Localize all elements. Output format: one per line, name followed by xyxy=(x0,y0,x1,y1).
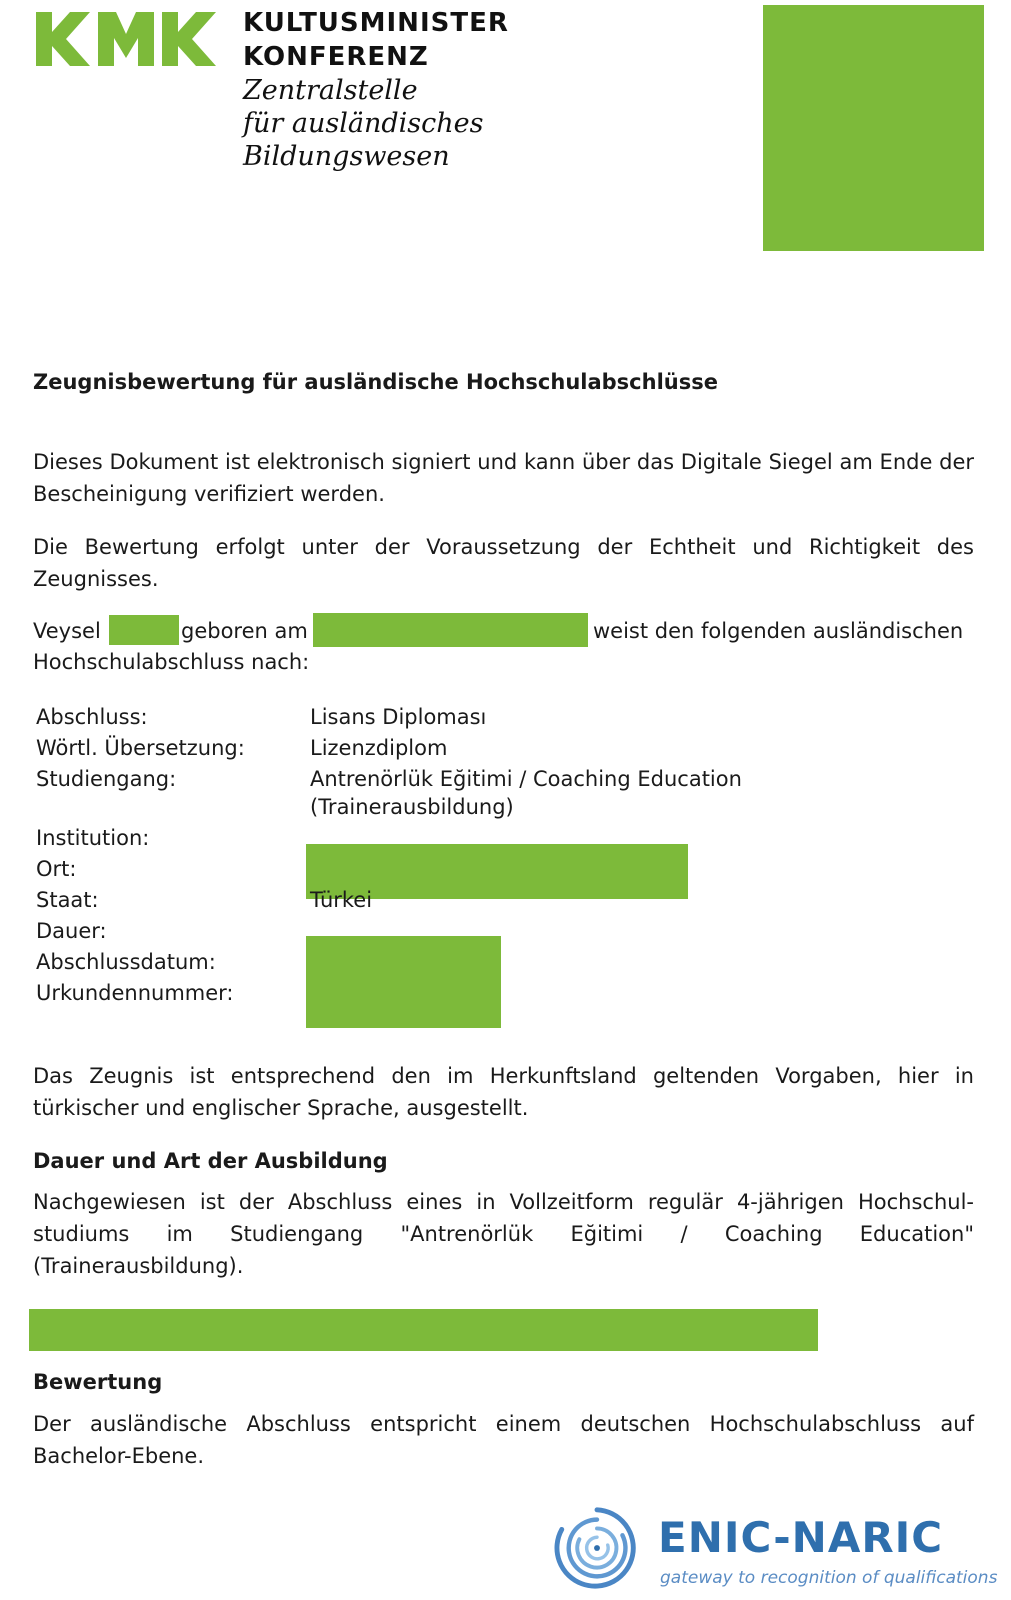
org-line-1: KULTUSMINISTER xyxy=(243,8,509,38)
institution-label: Institution: xyxy=(36,826,150,850)
section-bewertung-heading: Bewertung xyxy=(33,1370,163,1394)
uebersetzung-label: Wörtl. Übersetzung: xyxy=(36,736,245,760)
person-first-name: Veysel xyxy=(33,619,101,643)
enic-naric-title: ENIC-NARIC xyxy=(658,1513,944,1562)
intro-paragraph-1: Dieses Dokument ist elektronisch signiert und kann über das Digitale Siegel am Ende der Bescheinigung verifiziert werden. xyxy=(33,450,974,506)
staat-value: Türkei xyxy=(310,888,373,912)
document-title: Zeugnisbewertung für ausländische Hochschulabschlüsse xyxy=(33,370,718,394)
urkundennummer-label: Urkundennummer: xyxy=(36,981,234,1005)
enic-naric-logo-icon xyxy=(548,1502,646,1594)
enic-naric-subtitle: gateway to recognition of qualifications xyxy=(660,1568,998,1588)
abschlussdatum-label: Abschlussdatum: xyxy=(36,950,216,974)
staat-label: Staat: xyxy=(36,888,99,912)
uebersetzung-value: Lizenzdiplom xyxy=(310,736,448,760)
redacted-birthdate xyxy=(313,613,588,647)
born-label: geboren am xyxy=(181,619,308,643)
person-line-2: Hochschulabschluss nach: xyxy=(33,650,310,674)
intro-paragraph-2: Die Bewertung erfolgt unter der Voraussetzung der Echtheit und Richtigkeit des Zeugnisses. xyxy=(33,535,974,591)
ort-label: Ort: xyxy=(36,857,77,881)
org-line-2: KONFERENZ xyxy=(243,42,429,72)
org-line-4: für ausländisches xyxy=(243,108,484,139)
org-line-5: Bildungswesen xyxy=(243,141,450,172)
studiengang-label: Studiengang: xyxy=(36,767,177,791)
abschluss-label: Abschluss: xyxy=(36,705,148,729)
redacted-photo xyxy=(763,5,984,251)
kmk-logo xyxy=(36,12,216,66)
redacted-bar xyxy=(29,1309,818,1351)
person-trailing-text: weist den folgenden ausländischen xyxy=(593,619,964,643)
section-dauer-heading: Dauer und Art der Ausbildung xyxy=(33,1149,388,1173)
kmk-wordmark xyxy=(243,6,509,173)
abschluss-value: Lisans Diploması xyxy=(310,705,487,729)
studiengang-value-2: (Trainerausbildung) xyxy=(310,795,514,819)
section-bewertung-body: Der ausländische Abschluss entspricht einem deutschen Hochschulabschluss auf Bachelor-Ebene. xyxy=(33,1412,974,1468)
redacted-dates-number xyxy=(306,936,501,1028)
section-dauer-body: Nachgewiesen ist der Abschluss eines in Vollzeitform regulär 4-jährigen Hochschul- studiums im Studiengang "Antrenörlük Eğitimi / Coaching Education" (Trainerausbildung). xyxy=(33,1190,974,1278)
issued-paragraph: Das Zeugnis ist entsprechend den im Herkunftsland geltenden Vorgaben, hier in türkischer und englischer Sprache, ausgestellt. xyxy=(33,1064,974,1120)
redacted-surname xyxy=(109,615,179,645)
studiengang-value-1: Antrenörlük Eğitimi / Coaching Education xyxy=(310,767,742,791)
dauer-label: Dauer: xyxy=(36,919,107,943)
org-line-3: Zentralstelle xyxy=(243,75,418,106)
